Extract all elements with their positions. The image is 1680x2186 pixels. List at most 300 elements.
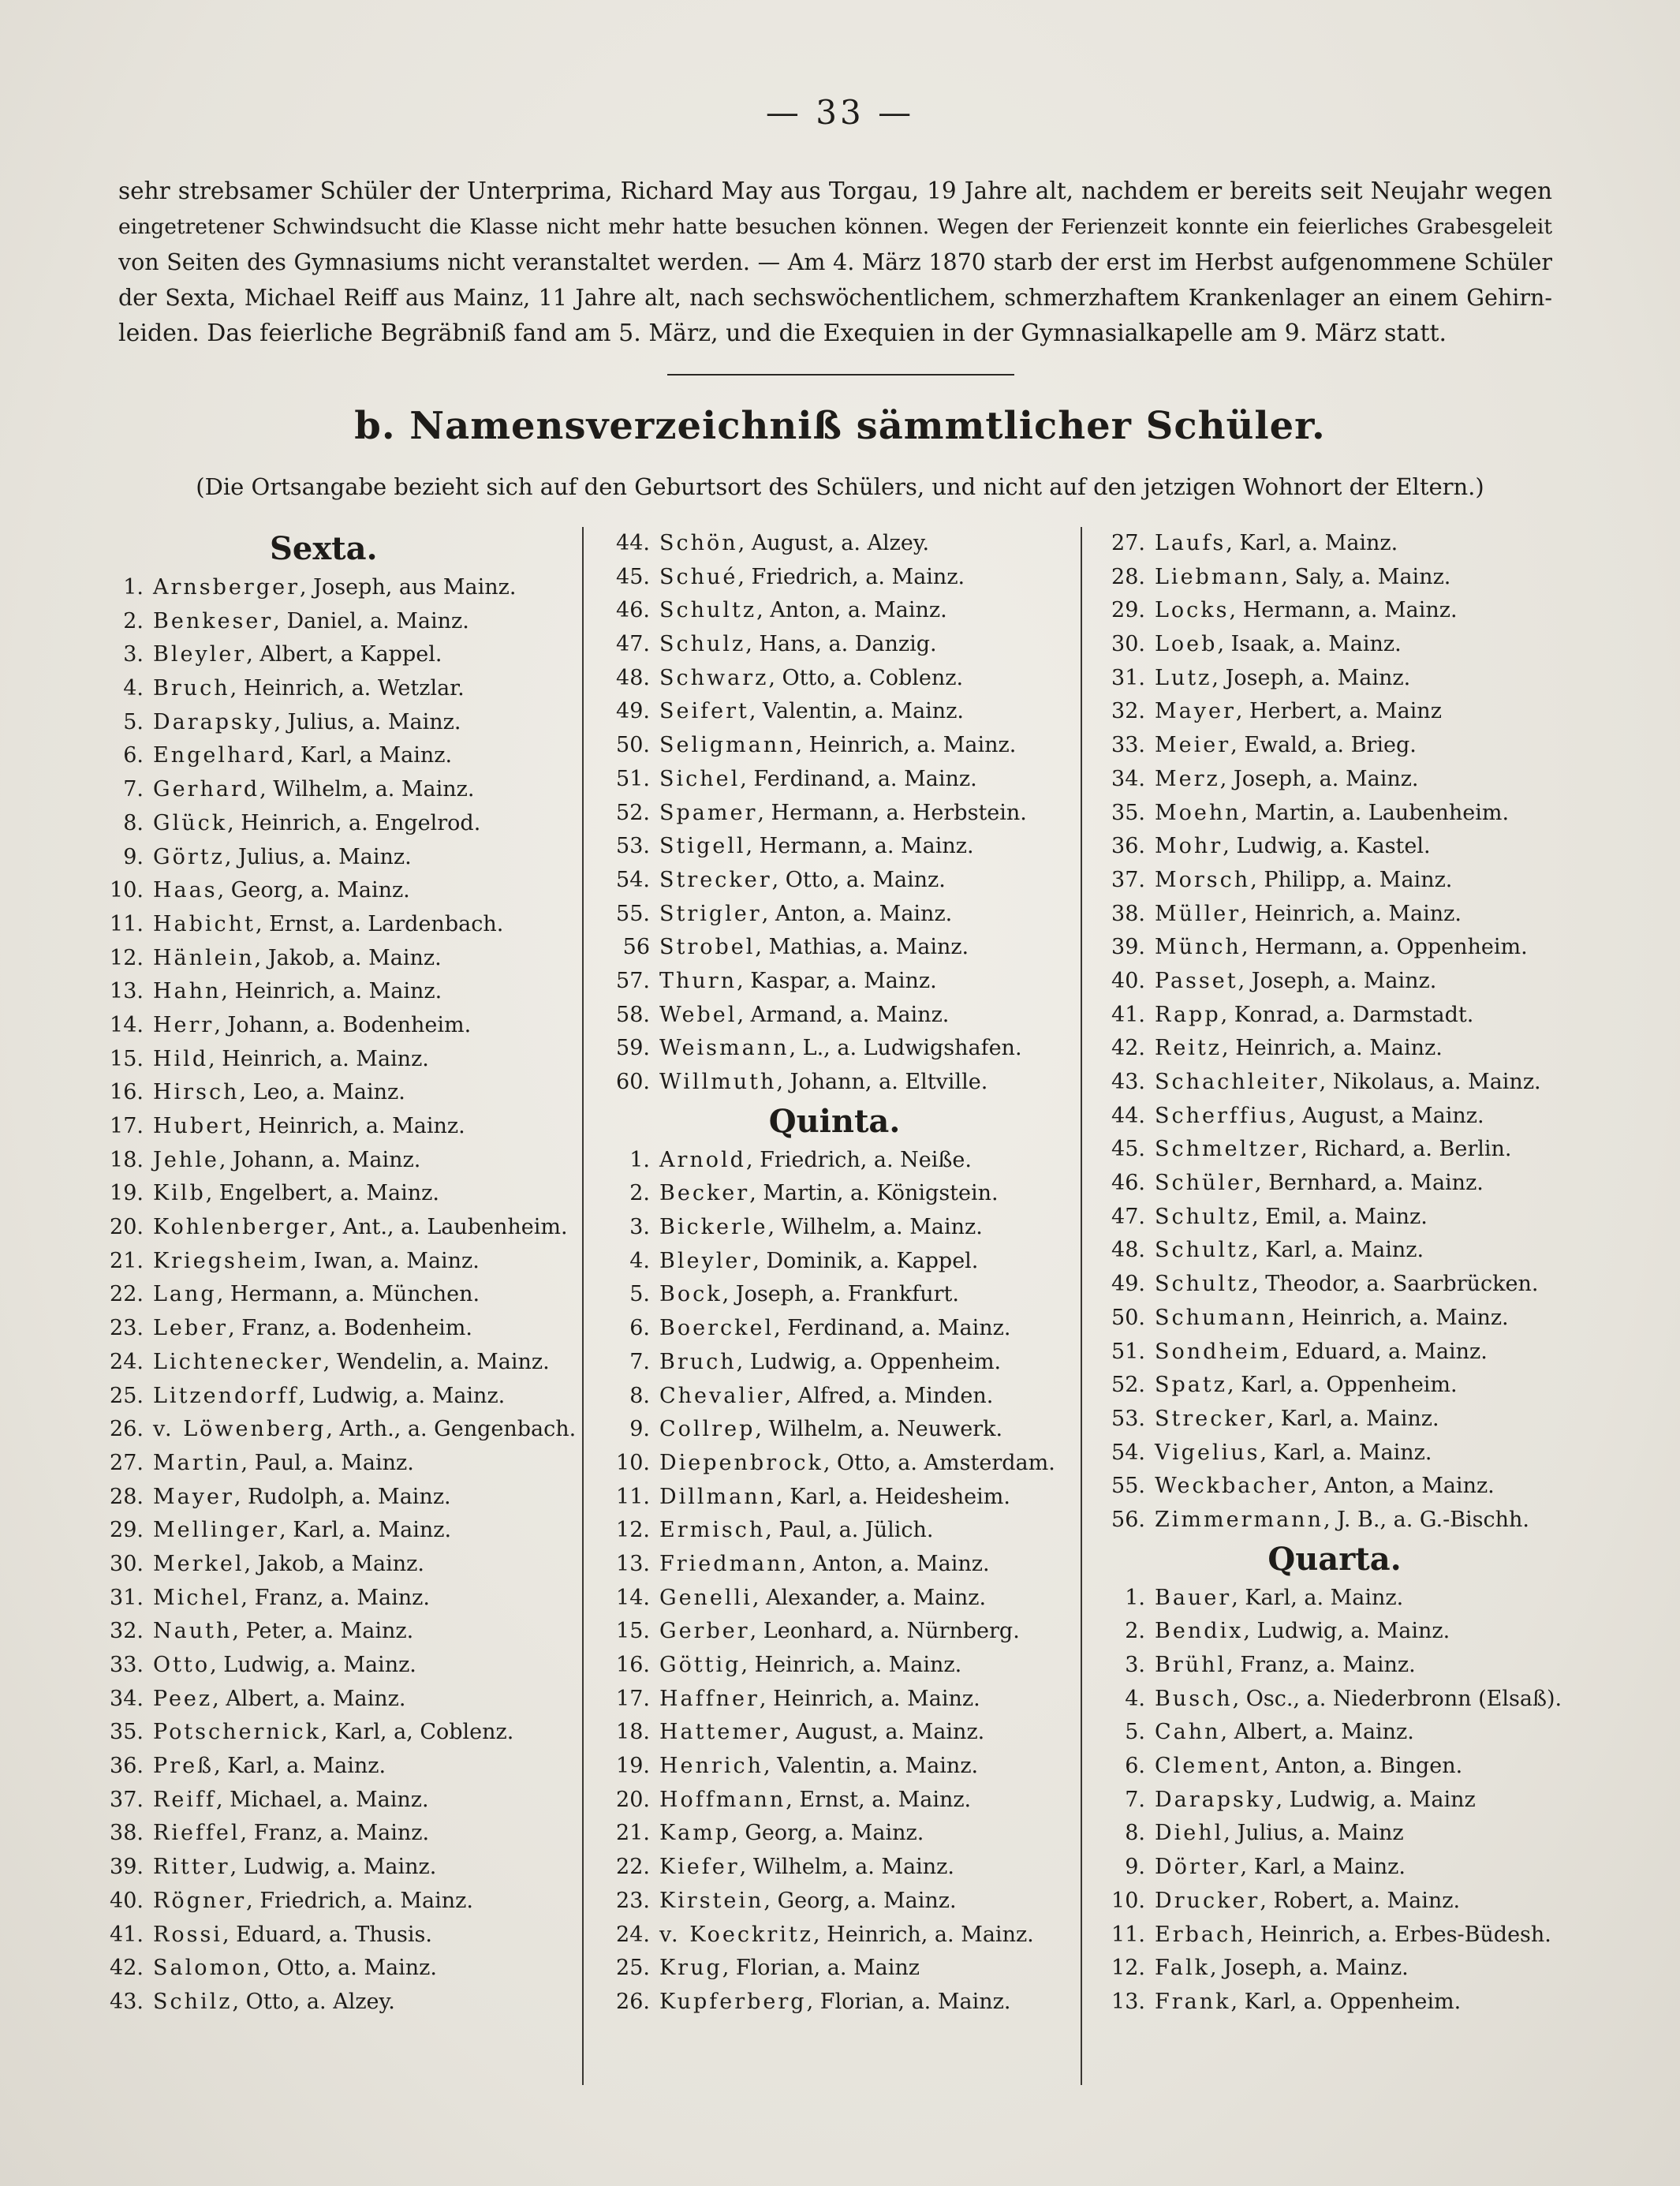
- student-surname: Kohlenberger: [153, 1215, 330, 1240]
- student-details: , L., a. Ludwigshafen.: [789, 1036, 1022, 1061]
- student-entry: [1090, 898, 1579, 932]
- student-surname: Schultz: [1155, 1272, 1253, 1297]
- student-surname: Schmeltzer: [1155, 1137, 1301, 1162]
- student-surname: Frank: [1155, 1989, 1231, 2014]
- student-details: , Florian, a. Mainz: [722, 1956, 920, 1981]
- student-entry: [104, 706, 577, 740]
- entry-number: 15.: [110, 1046, 144, 1071]
- student-details: , Nikolaus, a. Mainz.: [1319, 1070, 1541, 1094]
- entry-number: 50.: [616, 733, 650, 758]
- entry-number: 13.: [1111, 1989, 1145, 2014]
- entry-number: 54.: [616, 867, 650, 892]
- entry-number: 21.: [616, 1821, 650, 1846]
- entry-number: 1.: [629, 1147, 650, 1172]
- student-surname: Kriegsheim: [153, 1248, 301, 1273]
- student-entry: [104, 1413, 577, 1447]
- student-details: , Anton, a. Mainz.: [756, 598, 947, 623]
- student-surname: Dillmann: [659, 1484, 777, 1509]
- class-heading: Sexta.: [270, 530, 378, 567]
- student-surname: Benkeser: [153, 608, 274, 633]
- entry-number: 56: [622, 935, 650, 960]
- student-surname: Zimmermann: [1155, 1507, 1323, 1532]
- student-entry: [593, 1582, 1076, 1616]
- student-entry: [104, 638, 577, 672]
- student-entry: [1090, 662, 1579, 696]
- section-note: (Die Ortsangabe bezieht sich auf den Geburtsort des Schülers, und nicht auf den jetzigen Wohnort der Eltern.): [196, 473, 1484, 500]
- student-entry: [104, 672, 577, 706]
- student-entry: [1090, 1986, 1579, 2020]
- student-surname: Rieffel: [153, 1821, 241, 1846]
- student-surname: Gerber: [659, 1619, 750, 1644]
- entry-number: 35.: [110, 1720, 144, 1745]
- student-details: , Joseph, aus Mainz.: [300, 575, 517, 600]
- student-surname: Hattemer: [659, 1720, 782, 1745]
- entry-number: 33.: [110, 1653, 144, 1677]
- student-surname: Otto: [153, 1653, 211, 1677]
- student-entry: [104, 1076, 577, 1110]
- student-entry: [1090, 864, 1579, 898]
- student-entry: [104, 1784, 577, 1818]
- entry-number: 38.: [110, 1821, 144, 1846]
- entry-number: 58.: [616, 1002, 650, 1027]
- entry-number: 37.: [1111, 867, 1145, 892]
- student-details: , Wilhelm, a. Mainz.: [739, 1855, 954, 1880]
- student-surname: Weckbacher: [1155, 1474, 1311, 1499]
- separator-rule: [667, 374, 1014, 376]
- student-entry: [1090, 1066, 1579, 1100]
- student-surname: Weismann: [659, 1036, 790, 1061]
- student-entry: [1090, 1437, 1579, 1470]
- student-entry: [593, 830, 1076, 864]
- entry-number: 6.: [1125, 1754, 1145, 1779]
- student-details: , Karl, a, Coblenz.: [320, 1720, 514, 1745]
- column-divider: [1081, 527, 1082, 2085]
- entry-number: 9.: [1125, 1855, 1145, 1880]
- student-surname: Seifert: [659, 699, 749, 724]
- student-entry: [104, 571, 577, 605]
- entry-number: 8.: [1125, 1821, 1145, 1846]
- student-surname: Darapsky: [153, 709, 274, 734]
- student-entry: [593, 1346, 1076, 1380]
- student-surname: Passet: [1155, 968, 1238, 993]
- entry-number: 17.: [110, 1114, 144, 1138]
- student-surname: Busch: [1155, 1686, 1233, 1711]
- student-surname: Martin: [153, 1450, 241, 1475]
- student-details: , Ludwig, a. Mainz.: [298, 1383, 506, 1408]
- student-entry: [593, 797, 1076, 831]
- student-entry: [1090, 763, 1579, 797]
- entry-number: 2.: [123, 608, 144, 633]
- student-details: , Hermann, a. Oppenheim.: [1241, 935, 1528, 960]
- student-entry: [593, 1481, 1076, 1515]
- entry-number: 31.: [1111, 665, 1145, 690]
- entry-number: 8.: [629, 1383, 650, 1408]
- entry-number: 5.: [629, 1282, 650, 1307]
- student-entry: [104, 1245, 577, 1279]
- student-entry: [104, 1346, 577, 1380]
- student-details: , Karl, a. Heidesheim.: [776, 1484, 1010, 1509]
- student-surname: Müller: [1155, 901, 1241, 926]
- student-surname: Litzendorff: [153, 1383, 299, 1408]
- student-surname: Bock: [659, 1282, 722, 1307]
- student-surname: Krug: [659, 1956, 722, 1981]
- entry-number: 9.: [123, 844, 144, 869]
- student-surname: Reitz: [1155, 1036, 1223, 1061]
- student-surname: Herr: [153, 1012, 215, 1037]
- student-surname: Kirstein: [659, 1888, 764, 1913]
- entry-number: 21.: [110, 1248, 144, 1273]
- student-entry: [593, 1817, 1076, 1851]
- student-details: , Iwan, a. Mainz.: [300, 1248, 480, 1273]
- student-entry: [1090, 1919, 1579, 1952]
- entry-number: 19.: [616, 1754, 650, 1779]
- student-surname: Leber: [153, 1316, 229, 1341]
- entry-number: 51.: [1111, 1339, 1145, 1364]
- student-details: , Julius, a. Mainz.: [274, 709, 461, 734]
- student-details: , Joseph, a. Mainz.: [1238, 968, 1437, 993]
- student-details: , Konrad, a. Darmstadt.: [1220, 1002, 1474, 1027]
- student-surname: Laufs: [1155, 531, 1226, 555]
- entry-number: 33.: [1111, 733, 1145, 758]
- entry-number: 3.: [1125, 1653, 1145, 1677]
- student-entry: [104, 1514, 577, 1548]
- student-surname: Preß: [153, 1754, 215, 1779]
- student-entry: [1090, 1504, 1579, 1538]
- student-surname: Mayer: [153, 1484, 234, 1509]
- student-details: , Daniel, a. Mainz.: [273, 608, 469, 633]
- column-sexta-quinta: [593, 527, 1076, 2020]
- student-details: , Peter, a. Mainz.: [232, 1619, 414, 1644]
- page-number: — 33 —: [765, 93, 915, 132]
- entry-number: 40.: [110, 1888, 144, 1913]
- student-surname: Arnsberger: [153, 575, 300, 600]
- entry-number: 4.: [123, 676, 144, 701]
- student-surname: Bleyler: [659, 1248, 753, 1273]
- student-details: , Friedrich, a. Mainz.: [246, 1888, 473, 1913]
- student-entry: [1090, 527, 1579, 561]
- student-surname: Kilb: [153, 1181, 206, 1206]
- student-entry: [1090, 1100, 1579, 1134]
- student-entry: [593, 527, 1076, 561]
- student-entry: [1090, 1302, 1579, 1336]
- entry-number: 5.: [1125, 1720, 1145, 1745]
- column-sexta: [104, 527, 577, 2020]
- student-entry: [593, 1683, 1076, 1717]
- entry-number: 10.: [110, 878, 144, 903]
- student-entry: [593, 931, 1076, 965]
- student-entry: [1090, 1615, 1579, 1649]
- student-details: , Otto, a. Coblenz.: [768, 665, 964, 690]
- student-entry: [593, 864, 1076, 898]
- entry-number: 32.: [1111, 699, 1145, 724]
- student-surname: Falk: [1155, 1956, 1210, 1981]
- student-entry: [104, 1885, 577, 1919]
- student-details: , Heinrich, a. Mainz.: [741, 1653, 962, 1677]
- student-surname: Schué: [659, 564, 738, 589]
- entry-number: 15.: [616, 1619, 650, 1644]
- student-surname: Strecker: [1155, 1406, 1267, 1431]
- entry-number: 12.: [616, 1518, 650, 1543]
- student-surname: Drucker: [1155, 1888, 1260, 1913]
- student-surname: Hahn: [153, 979, 222, 1004]
- student-surname: Hirsch: [153, 1080, 240, 1105]
- student-entry: [104, 874, 577, 908]
- student-entry: [104, 807, 577, 841]
- intro-line: der Sexta, Michael Reiff aus Mainz, 11 Jahre alt, nach sechswöchentlichem, schmerzhaftem Krankenlager an einem Gehirn-: [118, 285, 1552, 311]
- entry-number: 11.: [1111, 1922, 1145, 1947]
- student-entry: [593, 1278, 1076, 1312]
- entry-number: 18.: [110, 1147, 144, 1172]
- student-surname: Merkel: [153, 1551, 245, 1576]
- student-details: , Ludwig, a. Mainz.: [210, 1653, 416, 1677]
- student-surname: Schumann: [1155, 1305, 1288, 1330]
- entry-number: 60.: [616, 1070, 650, 1094]
- student-entry: [1090, 1167, 1579, 1201]
- student-surname: Erbach: [1155, 1922, 1247, 1947]
- entry-number: 45.: [1111, 1137, 1145, 1162]
- student-surname: Strigler: [659, 901, 762, 926]
- entry-number: 40.: [1111, 968, 1145, 993]
- student-details: , Martin, a. Laubenheim.: [1241, 800, 1510, 825]
- student-surname: Cahn: [1155, 1720, 1221, 1745]
- entry-number: 20.: [110, 1215, 144, 1240]
- student-details: , Alfred, a. Minden.: [784, 1383, 994, 1408]
- student-entry: [1090, 1716, 1579, 1750]
- student-entry: [1090, 1201, 1579, 1235]
- student-surname: Bendix: [1155, 1619, 1244, 1644]
- student-surname: Rögner: [153, 1888, 247, 1913]
- entry-number: 54.: [1111, 1440, 1145, 1465]
- entry-number: 2.: [1125, 1619, 1145, 1644]
- student-entry: [1090, 1268, 1579, 1302]
- student-entry: [104, 1716, 577, 1750]
- entry-number: 49.: [1111, 1272, 1145, 1297]
- student-surname: Genelli: [659, 1585, 752, 1610]
- student-surname: Strecker: [659, 867, 772, 892]
- student-details: , Isaak, a. Mainz.: [1217, 632, 1402, 657]
- student-surname: Hänlein: [153, 945, 255, 970]
- student-entry: [104, 1615, 577, 1649]
- student-details: , Rudolph, a. Mainz.: [233, 1484, 451, 1509]
- student-details: , Wilhelm, a. Mainz.: [767, 1215, 983, 1240]
- student-surname: Schachleiter: [1155, 1070, 1320, 1094]
- student-entry: [593, 729, 1076, 763]
- student-entry: [104, 1919, 577, 1952]
- entry-number: 49.: [616, 699, 650, 724]
- student-entry: [104, 1278, 577, 1312]
- student-entry: [1090, 561, 1579, 595]
- intro-paragraph: [118, 174, 1552, 351]
- student-details: , Otto, a. Mainz.: [771, 867, 946, 892]
- student-surname: Lichtenecker: [153, 1349, 323, 1374]
- student-details: , Anton, a. Bingen.: [1262, 1754, 1463, 1779]
- student-surname: Göttig: [659, 1653, 741, 1677]
- student-details: , Karl, a Mainz.: [286, 743, 453, 768]
- student-details: , Ludwig, a. Mainz.: [1243, 1619, 1450, 1644]
- student-details: , Leonhard, a. Nürnberg.: [749, 1619, 1020, 1644]
- student-details: , Karl, a. Mainz.: [1226, 531, 1398, 555]
- student-surname: Spamer: [659, 800, 758, 825]
- column-quinta-quarta: [1090, 527, 1579, 2020]
- entry-number: 7.: [123, 777, 144, 802]
- student-details: , August, a Mainz.: [1288, 1103, 1484, 1128]
- student-surname: Schultz: [1155, 1238, 1253, 1263]
- student-details: , Joseph, a. Mainz.: [1210, 1956, 1409, 1981]
- student-entry: [593, 1986, 1076, 2020]
- entry-number: 39.: [110, 1855, 144, 1880]
- student-details: , Heinrich, a. Engelrod.: [227, 810, 481, 835]
- student-entry: [104, 1043, 577, 1077]
- student-entry: [593, 898, 1076, 932]
- student-details: , Friedrich, a. Neiße.: [745, 1147, 972, 1172]
- student-entry: [104, 942, 577, 976]
- student-surname: Ermisch: [659, 1518, 766, 1543]
- entry-number: 34.: [1111, 766, 1145, 791]
- entry-number: 29.: [110, 1518, 144, 1543]
- student-surname: Seligmann: [659, 733, 796, 758]
- student-details: , Mathias, a. Mainz.: [755, 935, 969, 960]
- entry-number: 25.: [616, 1956, 650, 1981]
- student-entry: [1090, 965, 1579, 999]
- student-entry: [104, 773, 577, 807]
- student-surname: Münch: [1155, 935, 1241, 960]
- student-details: , Hermann, a. Herbstein.: [757, 800, 1027, 825]
- entry-number: 30.: [110, 1551, 144, 1576]
- entry-number: 36.: [1111, 834, 1145, 859]
- student-surname: Michel: [153, 1585, 241, 1610]
- student-entry: [593, 763, 1076, 797]
- student-entry: [593, 1919, 1076, 1952]
- student-surname: Haffner: [659, 1686, 760, 1711]
- entry-number: 51.: [616, 766, 650, 791]
- student-details: , Heinrich, a. Mainz.: [1222, 1036, 1443, 1061]
- entry-number: 39.: [1111, 935, 1145, 960]
- student-surname: Bleyler: [153, 642, 247, 667]
- student-surname: v. Löwenberg: [153, 1417, 327, 1442]
- student-entry: [593, 695, 1076, 729]
- student-surname: Stigell: [659, 834, 746, 859]
- student-entry: [104, 1144, 577, 1178]
- student-entry: [1090, 830, 1579, 864]
- student-entry: [593, 594, 1076, 628]
- entry-number: 27.: [110, 1450, 144, 1475]
- student-entry: [1090, 1032, 1579, 1066]
- student-details: , Heinrich, a. Mainz.: [759, 1686, 980, 1711]
- student-details: , Valentin, a. Mainz.: [763, 1754, 979, 1779]
- student-details: , Franz, a. Mainz.: [240, 1821, 430, 1846]
- student-details: , Anton, a. Mainz.: [761, 901, 953, 926]
- entry-number: 9.: [629, 1417, 650, 1442]
- student-entry: [593, 1548, 1076, 1582]
- entry-number: 45.: [616, 564, 650, 589]
- student-details: , Dominik, a. Kappel.: [752, 1248, 979, 1273]
- student-details: , Johann, a. Mainz.: [218, 1147, 421, 1172]
- student-entry: [1090, 1885, 1579, 1919]
- student-details: , Ernst, a. Lardenbach.: [255, 911, 504, 936]
- student-entry: [104, 605, 577, 639]
- student-surname: Locks: [1155, 598, 1230, 623]
- student-entry: [1090, 1336, 1579, 1370]
- student-details: , Ant., a. Laubenheim.: [329, 1215, 568, 1240]
- student-surname: Kamp: [659, 1821, 732, 1846]
- student-details: , Martin, a. Königstein.: [749, 1181, 999, 1206]
- student-surname: Schüler: [1155, 1171, 1255, 1196]
- student-surname: Thurn: [659, 968, 737, 993]
- entry-number: 43.: [110, 1989, 144, 2014]
- entry-number: 46.: [1111, 1171, 1145, 1196]
- entry-number: 3.: [123, 642, 144, 667]
- student-details: , Joseph, a. Frankfurt.: [722, 1282, 959, 1307]
- student-details: , August, a. Mainz.: [782, 1720, 985, 1745]
- student-entry: [593, 1851, 1076, 1885]
- entry-number: 23.: [616, 1888, 650, 1913]
- student-surname: Morsch: [1155, 867, 1251, 892]
- class-heading: Quarta.: [1267, 1540, 1402, 1578]
- student-surname: Bruch: [659, 1349, 737, 1374]
- student-entry: [593, 1380, 1076, 1414]
- student-surname: Lutz: [1155, 665, 1212, 690]
- student-details: , Anton, a. Mainz.: [799, 1551, 990, 1576]
- student-details: , Karl, a. Mainz.: [214, 1754, 386, 1779]
- student-surname: Willmuth: [659, 1070, 777, 1094]
- student-details: , J. B., a. G.-Bischh.: [1323, 1507, 1530, 1532]
- student-surname: Schulz: [659, 632, 746, 657]
- student-surname: Becker: [659, 1181, 750, 1206]
- student-details: , Johann, a. Bodenheim.: [214, 1012, 472, 1037]
- student-surname: Bruch: [153, 676, 230, 701]
- entry-number: 48.: [616, 665, 650, 690]
- entry-number: 53.: [1111, 1406, 1145, 1431]
- entry-number: 3.: [629, 1215, 650, 1240]
- student-surname: Hoffmann: [659, 1787, 786, 1812]
- student-entry: [104, 1110, 577, 1144]
- student-details: , Karl, a. Oppenheim.: [1226, 1373, 1458, 1398]
- entry-number: 28.: [110, 1484, 144, 1509]
- student-details: , Karl, a. Mainz.: [1252, 1238, 1424, 1263]
- entry-number: 22.: [616, 1855, 650, 1880]
- entry-number: 7.: [629, 1349, 650, 1374]
- entry-number: 16.: [616, 1653, 650, 1677]
- entry-number: 25.: [110, 1383, 144, 1408]
- student-details: , Karl, a. Mainz.: [1267, 1406, 1439, 1431]
- student-entry: [593, 1211, 1076, 1245]
- student-surname: Chevalier: [659, 1383, 785, 1408]
- entry-number: 43.: [1111, 1070, 1145, 1094]
- student-entry: [1090, 1817, 1579, 1851]
- student-details: , Paul, a. Mainz.: [241, 1450, 414, 1475]
- student-details: , Heinrich, a. Mainz.: [813, 1922, 1034, 1947]
- student-surname: Schilz: [153, 1989, 233, 2014]
- student-details: , Joseph, a. Mainz.: [1211, 665, 1411, 690]
- student-surname: Mellinger: [153, 1518, 280, 1543]
- student-surname: Schön: [659, 531, 738, 555]
- entry-number: 47.: [616, 632, 650, 657]
- section-heading: b. Namensverzeichniß sämmtlicher Schüler.: [354, 404, 1326, 448]
- student-entry: [104, 1447, 577, 1481]
- student-details: , Alexander, a. Mainz.: [752, 1585, 987, 1610]
- student-details: , August, a. Alzey.: [737, 531, 930, 555]
- entry-number: 14.: [110, 1012, 144, 1037]
- student-details: , Wilhelm, a. Neuwerk.: [755, 1417, 1003, 1442]
- entry-number: 12.: [1111, 1956, 1145, 1981]
- student-details: , Armand, a. Mainz.: [737, 1002, 950, 1027]
- student-details: , Friedrich, a. Mainz.: [737, 564, 965, 589]
- student-entry: [104, 975, 577, 1009]
- student-entry: [593, 1615, 1076, 1649]
- student-entry: [1090, 695, 1579, 729]
- student-surname: Merz: [1155, 766, 1220, 791]
- entry-number: 4.: [629, 1248, 650, 1273]
